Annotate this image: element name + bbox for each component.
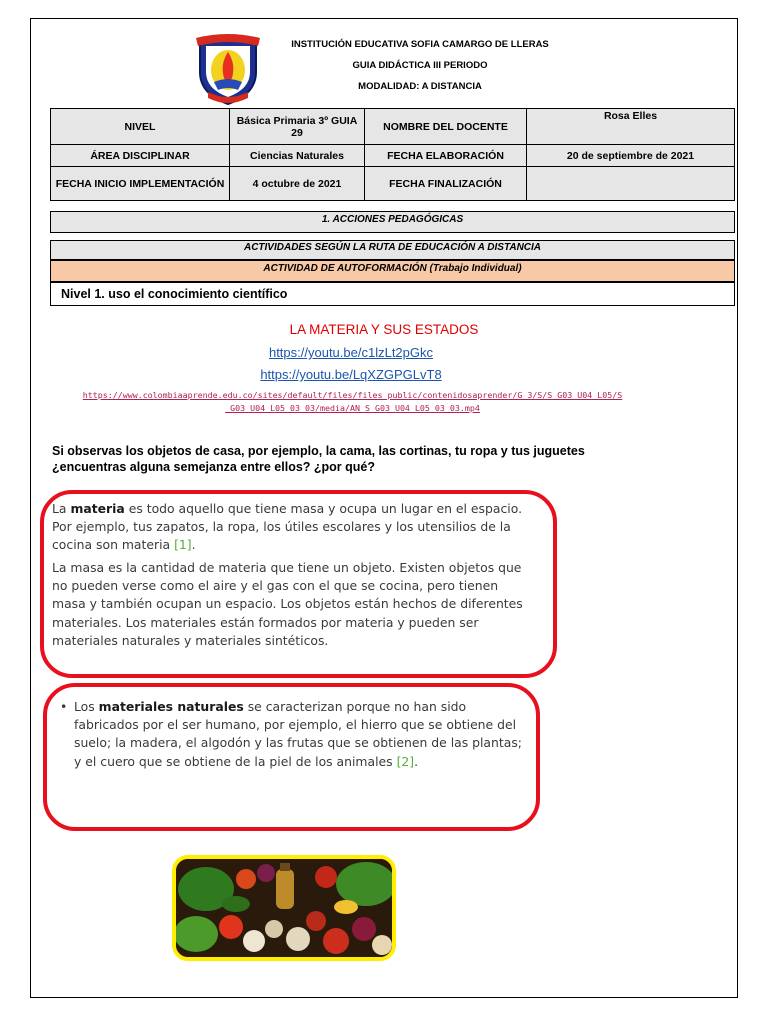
actividades-bar: ACTIVIDADES SEGÚN LA RUTA DE EDUCACIÓN A DISTANCIA bbox=[50, 240, 735, 260]
area-value: Ciencias Naturales bbox=[230, 145, 365, 167]
reference-2: [2] bbox=[396, 753, 415, 769]
materiales-naturales-paragraph: Los materiales naturales se caracterizan porque no han sido fabricados por el ser humano, por ejemplo, el hierro que se obtiene del suelo; la madera, el algodón y las frutas que se obtienen de las plantas; y el cuero que se obtiene de la piel de los animales [2]. bbox=[74, 699, 522, 769]
colombiaaprende-link-line1[interactable]: https://www.colombiaaprende.edu.co/sites/default/files/files_public/contenidosaprender/G_3/S/S_G03_U04_L05/S bbox=[82, 390, 623, 400]
materia-paragraph-2: La masa es la cantidad de materia que tiene un objeto. Existen objetos que no pueden verse como el aire y el gas con el que se cocina, pero tienen masa y también ocupan un espacio. Los objetos están hechos de diferentes materiales. Los materiales están formados por materia y pueden ser materiales naturales y materiales sintéticos. bbox=[52, 560, 523, 648]
info-table bbox=[50, 108, 735, 201]
colombiaaprende-link-line2[interactable]: _G03_U04_L05_03_03/media/AN_S_G03_U04_L05_03_03.mp4 bbox=[225, 403, 480, 413]
materia-bold: materia bbox=[70, 501, 125, 516]
docente-label: NOMBRE DEL DOCENTE bbox=[365, 109, 527, 145]
nivel-value: Básica Primaria 3º GUIA 29 bbox=[230, 109, 365, 145]
fecha-elaboracion-value: 20 de septiembre de 2021 bbox=[527, 145, 735, 167]
materia-paragraph-1: La materia es todo aquello que tiene masa y ocupa un lugar en el espacio. Por ejemplo, tus zapatos, la ropa, los útiles escolares y los utensilios de la cocina son materia [1]. bbox=[52, 501, 523, 553]
nivel1-bar: Nivel 1. uso el conocimiento científico bbox=[50, 282, 735, 306]
youtube-link-1[interactable]: https://youtu.be/c1lzLt2pGkc bbox=[268, 345, 434, 360]
nivel-label: NIVEL bbox=[51, 109, 230, 145]
vegetables-illustration bbox=[176, 859, 392, 957]
fecha-elaboracion-label: FECHA ELABORACIÓN bbox=[365, 145, 527, 167]
area-label: ÁREA DISCIPLINAR bbox=[51, 145, 230, 167]
reference-1: [1] bbox=[174, 537, 192, 553]
autoformacion-bar: ACTIVIDAD DE AUTOFORMACIÓN (Trabajo Individual) bbox=[50, 260, 735, 282]
colombiaaprende-link[interactable] bbox=[50, 389, 655, 415]
fecha-finalizacion-value bbox=[527, 167, 735, 201]
guide-title: GUIA DIDÁCTICA III PERIODO bbox=[352, 60, 488, 71]
fecha-finalizacion-label: FECHA FINALIZACIÓN bbox=[365, 167, 527, 201]
fecha-inicio-value: 4 octubre de 2021 bbox=[230, 167, 365, 201]
materiales-naturales-bold: materiales naturales bbox=[98, 699, 244, 714]
acciones-pedagogicas-bar: 1. ACCIONES PEDAGÓGICAS bbox=[50, 211, 735, 233]
modality: MODALIDAD: A DISTANCIA bbox=[358, 81, 482, 92]
youtube-link-2[interactable]: https://youtu.be/LqXZGPGLvT8 bbox=[260, 367, 442, 382]
fecha-inicio-label: FECHA INICIO IMPLEMENTACIÓN bbox=[51, 167, 230, 201]
institution-name: INSTITUCIÓN EDUCATIVA SOFIA CAMARGO DE LLERAS bbox=[291, 39, 549, 50]
vegetables-image bbox=[172, 855, 396, 961]
content-title: LA MATERIA Y SUS ESTADOS bbox=[289, 322, 479, 337]
bullet: • bbox=[60, 699, 68, 714]
docente-value: Rosa Elles bbox=[527, 109, 735, 145]
question-text: Si observas los objetos de casa, por ejemplo, la cama, las cortinas, tu ropa y tus juguetes ¿encuentras alguna semejanza entre ellos? ¿por qué? bbox=[52, 444, 585, 474]
